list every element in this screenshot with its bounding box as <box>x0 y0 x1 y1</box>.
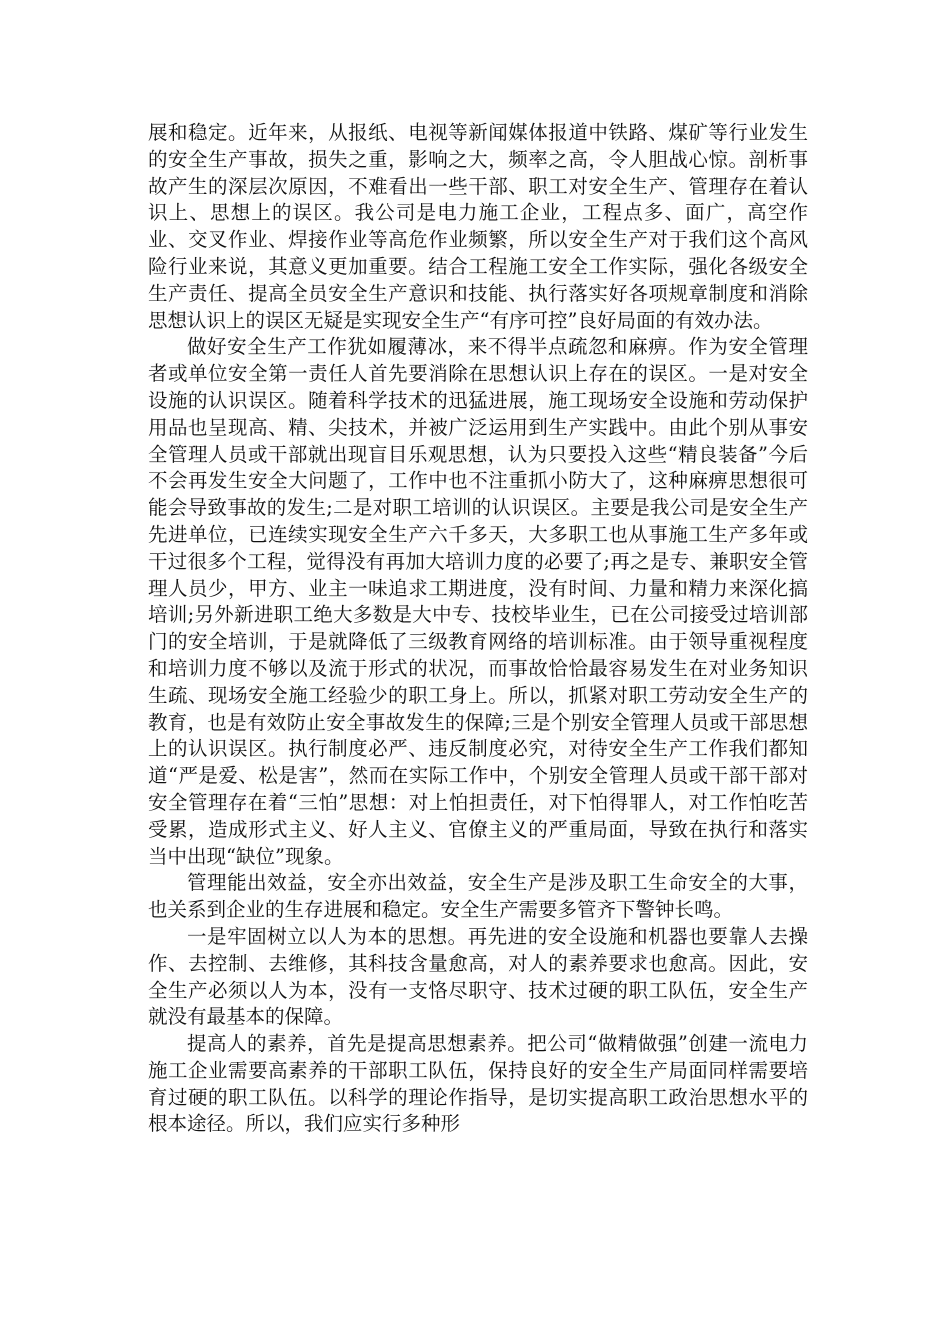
paragraph-3: 管理能出效益，安全亦出效益，安全生产是涉及职工生命安全的大事，也关系到企业的生存进展和稳定。安全生产需要多管齐下警钟长鸣。 <box>148 871 808 922</box>
document-body <box>148 120 808 1138</box>
paragraph-1: 展和稳定。近年来，从报纸、电视等新闻媒体报道中铁路、煤矿等行业发生的安全生产事故，损失之重，影响之大，频率之高，令人胆战心惊。剖析事故产生的深层次原因，不难看出一些干部、职工对安全生产、管理存在着认识上、思想上的误区。我公司是电力施工企业，工程点多、面广，高空作业、交叉作业、焊接作业等高危作业频繁，所以安全生产对于我们这个高风险行业来说，其意义更加重要。结合工程施工安全工作实际，强化各级安全生产责任、提高全员安全生产意识和技能、执行落实好各项规章制度和消除思想认识上的误区无疑是实现安全生产“有序可控”良好局面的有效办法。 <box>148 121 808 332</box>
paragraph-5: 提高人的素养，首先是提高思想素养。把公司“做精做强”创建一流电力施工企业需要高素养的干部职工队伍，保持良好的安全生产局面同样需要培育过硬的职工队伍。以科学的理论作指导，是切实提高职工政治思想水平的根本途径。所以，我们应实行多种形 <box>148 1032 808 1136</box>
paragraph-2: 做好安全生产工作犹如履薄冰，来不得半点疏忽和麻痹。作为安全管理者或单位安全第一责任人首先要消除在思想认识上存在的误区。一是对安全设施的认识误区。随着科学技术的迅猛进展，施工现场安全设施和劳动保护用品也呈现高、精、尖技术，并被广泛运用到生产实践中。由此个别从事安全管理人员或干部就出现盲目乐观思想，认为只要投入这些“精良装备”今后不会再发生安全大问题了，工作中也不注重抓小防大了，这种麻痹思想很可能会导致事故的发生;二是对职工培训的认识误区。主要是我公司是安全生产先进单位，已连续实现安全生产六千多天，大多职工也从事施工生产多年或干过很多个工程，觉得没有再加大培训力度的必要了;再之是专、兼职安全管理人员少，甲方、业主一味追求工期进度，没有时间、力量和精力来深化搞培训;另外新进职工绝大多数是大中专、技校毕业生，已在公司接受过培训部门的安全培训，于是就降低了三级教育网络的培训标准。由于领导重视程度和培训力度不够以及流于形式的状况，而事故恰恰最容易发生在对业务知识生疏、现场安全施工经验少的职工身上。所以，抓紧对职工劳动安全生产的教育，也是有效防止安全事故发生的保障;三是个别安全管理人员或干部思想上的认识误区。执行制度必严、违反制度必究，对待安全生产工作我们都知道“严是爱、松是害”，然而在实际工作中，个别安全管理人员或干部干部对安全管理存在着“三怕”思想：对上怕担责任，对下怕得罪人，对工作怕吃苦受累，造成形式主义、好人主义、官僚主义的严重局面，导致在执行和落实当中出现“缺位”现象。 <box>148 335 808 868</box>
paragraph-4: 一是牢固树立以人为本的思想。再先进的安全设施和机器也要靠人去操作、去控制、去维修，其科技含量愈高，对人的素养要求也愈高。因此，安全生产必须以人为本，没有一支恪尽职守、技术过硬的职工队伍，安全生产就没有最基本的保障。 <box>148 924 808 1029</box>
